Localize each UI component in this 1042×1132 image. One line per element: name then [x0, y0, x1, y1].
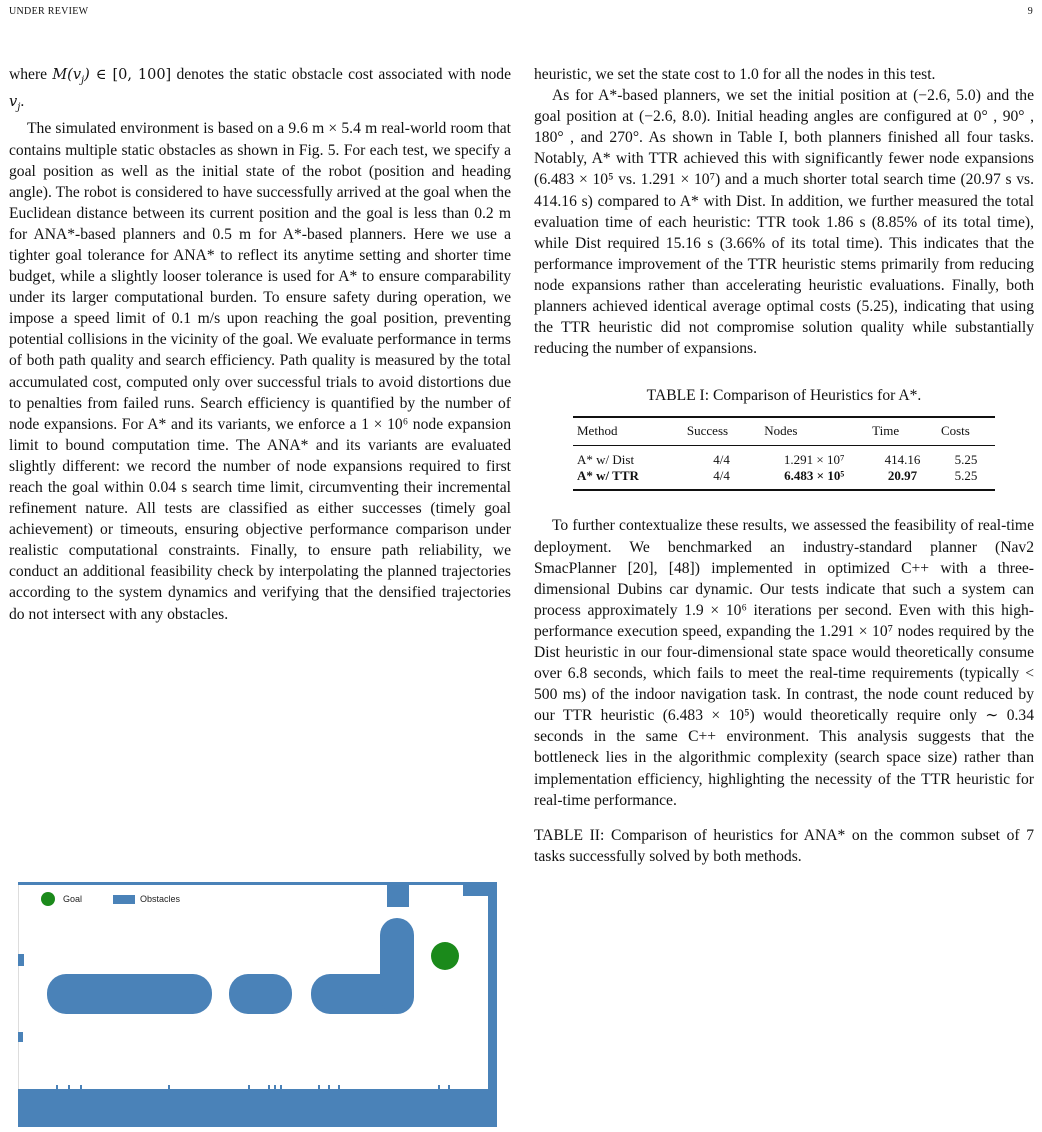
goal-marker — [431, 942, 459, 970]
table1-header-time: Time — [868, 417, 937, 446]
table-cell-success: 4/4 — [683, 468, 760, 490]
environment-map — [18, 882, 497, 1127]
obstacle-capsule-1 — [47, 974, 212, 1014]
top-right-block — [463, 882, 488, 896]
legend-goal-icon — [41, 892, 55, 906]
legend-obstacles-label: Obstacles — [140, 894, 181, 904]
table-cell-costs: 5.25 — [937, 468, 995, 490]
table-cell-costs: 5.25 — [954, 452, 978, 468]
table1-caption: TABLE I: Comparison of Heuristics for A*. — [646, 387, 922, 405]
table-cell-nodes: 6.483 × 10⁵ — [760, 468, 868, 490]
table1-heuristics-astar — [573, 416, 995, 491]
paragraph-realtime-feasibility: To further contextualize these results, we assessed the feasibility of real-time deployment. We benchmarked an industry-standard planner (Nav2 SmacPlanner [20], [48]) implemented in optimized C++ with a three-dimensional Dubins car dynamic. Our tests indicate that such a system can process approximately 1.9 × 10⁶ iterations per second. Even with this high-performance execution speed, expanding the 1.291 × 10⁷ nodes required by the Dist heuristic in our four-dimensional state space would theoretically consume over 6.8 seconds, which fails to meet the real-time requirements (typically < 500 ms) of the indoor navigation task. In contrast, the node count reduced by our TTR heuristic (6.483 × 10⁵) would theoretically require only ∼ 0.34 seconds in the same C++ environment. This analysis suggests that the bottleneck lies in the algorithmic complexity (search space size) rather than implementation efficiency, highlighting the necessity of the TTR heuristic for real-time performance. — [534, 517, 1034, 809]
bottom-wall — [18, 1089, 497, 1127]
environment-figure — [18, 882, 497, 1127]
table-cell-nodes: 1.291 × 10⁷ — [783, 452, 845, 468]
table-cell-time: 414.16 — [884, 452, 921, 468]
table1-header-nodes: Nodes — [760, 417, 868, 446]
table1-header-row — [573, 417, 995, 446]
table-row — [573, 468, 995, 490]
paragraph-environment: The simulated environment is based on a 9.6 m × 5.4 m real-world room that contains multiple static obstacles as shown in Fig. 5. For each test, we specify a goal position as well as the initial state of the robot (position and heading angle). The robot is considered to have successfully arrived at the goal when the Euclidean distance between its current position and the goal is less than 0.2 m for ANA*-based planners and 0.5 m for A*-based planners. Here we use a tighter goal tolerance for ANA* to reflect its anytime setting and shorter time budget, while a slightly looser tolerance is used for A* to ensure comparability under its larger computational burden. To ensure safety during operation, we impose a speed limit of 0.1 m/s upon reaching the goal position, preventing potential collisions in the vicinity of the goal. We evaluate performance in terms of both path quality and search efficiency. Path quality is measured by the total accumulated cost, computed only over successful trials to avoid distortions due to penalties from failed runs. Search efficiency is quantified by the number of node expansions. For A* and its variants, we enforce a 1 × 10⁶ node expansion limit to bound computation time. The ANA* and its variants are evaluated slightly different: we record the number of node expansions required to first reach the goal within 0.04 s search time limit, circumventing their incremental refinement nature. All tests are classified as either successes (timely goal achievement) or timeouts, ensuring objective performance comparison under realistic computational constraints. Finally, to ensure path reliability, we conduct an additional feasibility check by interpolating the planned trajectories according to the system dynamics and verifying that the densified trajectories do not intersect with any obstacles. — [9, 120, 511, 623]
table1-header-success: Success — [683, 417, 760, 446]
left-wall-fragment — [18, 1032, 23, 1042]
left-column — [9, 64, 511, 625]
top-notch-obstacle — [387, 882, 409, 907]
left-wall-fragment — [18, 954, 24, 966]
paragraph-intro-cost: where $M(v_j)$ ∈ [0, 100] denotes the static obstacle cost associated with node $v_j$. — [9, 66, 512, 114]
table-cell-time: 20.97 — [868, 468, 937, 490]
table2-caption: TABLE II: Comparison of heuristics for ANA* on the common subset of 7 tasks successfully solved by both methods. — [534, 826, 1034, 865]
paragraph-state-cost: heuristic, we set the state cost to 1.0 for all the nodes in this test. — [534, 66, 936, 83]
running-header — [9, 6, 1033, 17]
table-cell-method: A* w/ TTR — [573, 468, 683, 490]
journal-status: UNDER REVIEW — [9, 6, 89, 17]
top-wall — [18, 882, 497, 885]
right-column — [534, 64, 1034, 877]
table1-header-costs: Costs — [937, 417, 995, 446]
table-row — [573, 446, 995, 469]
obstacle-vertical-capsule — [380, 918, 414, 1014]
paragraph-astar-results: As for A*-based planners, we set the initial position at (−2.6, 5.0) and the goal position at (−2.6, 8.0). Initial heading angles are configured at 0° , 90° , 180° , and 270°. As shown in Table I, both planners finished all four tasks. Notably, A* with TTR achieved this with significantly fewer node expansions (6.483 × 10⁵ vs. 1.291 × 10⁷) and a much shorter total search time (20.97 s vs. 414.16 s) compared to A* with Dist. In addition, we further measured the total evaluation time of each heuristic: TTR took 1.86 s (8.85% of its total time), while Dist required 15.16 s (3.66% of its total time). This indicates that the performance improvement of the TTR heuristic stems primarily from reducing node expansions rather than accelerating heuristic evaluations. Finally, both planners achieved identical average optimal costs (5.25), indicating that using the TTR heuristic did not compromise solution quality while substantially reducing the number of expansions. — [534, 87, 1034, 358]
table-cell-method: A* w/ Dist — [577, 452, 635, 468]
table-cell-success: 4/4 — [713, 452, 730, 468]
obstacle-capsule-2 — [229, 974, 292, 1014]
table1-header-method: Method — [573, 417, 683, 446]
legend-obstacle-icon — [113, 895, 135, 904]
page-number: 9 — [1027, 6, 1033, 17]
legend-goal-label: Goal — [63, 894, 83, 904]
